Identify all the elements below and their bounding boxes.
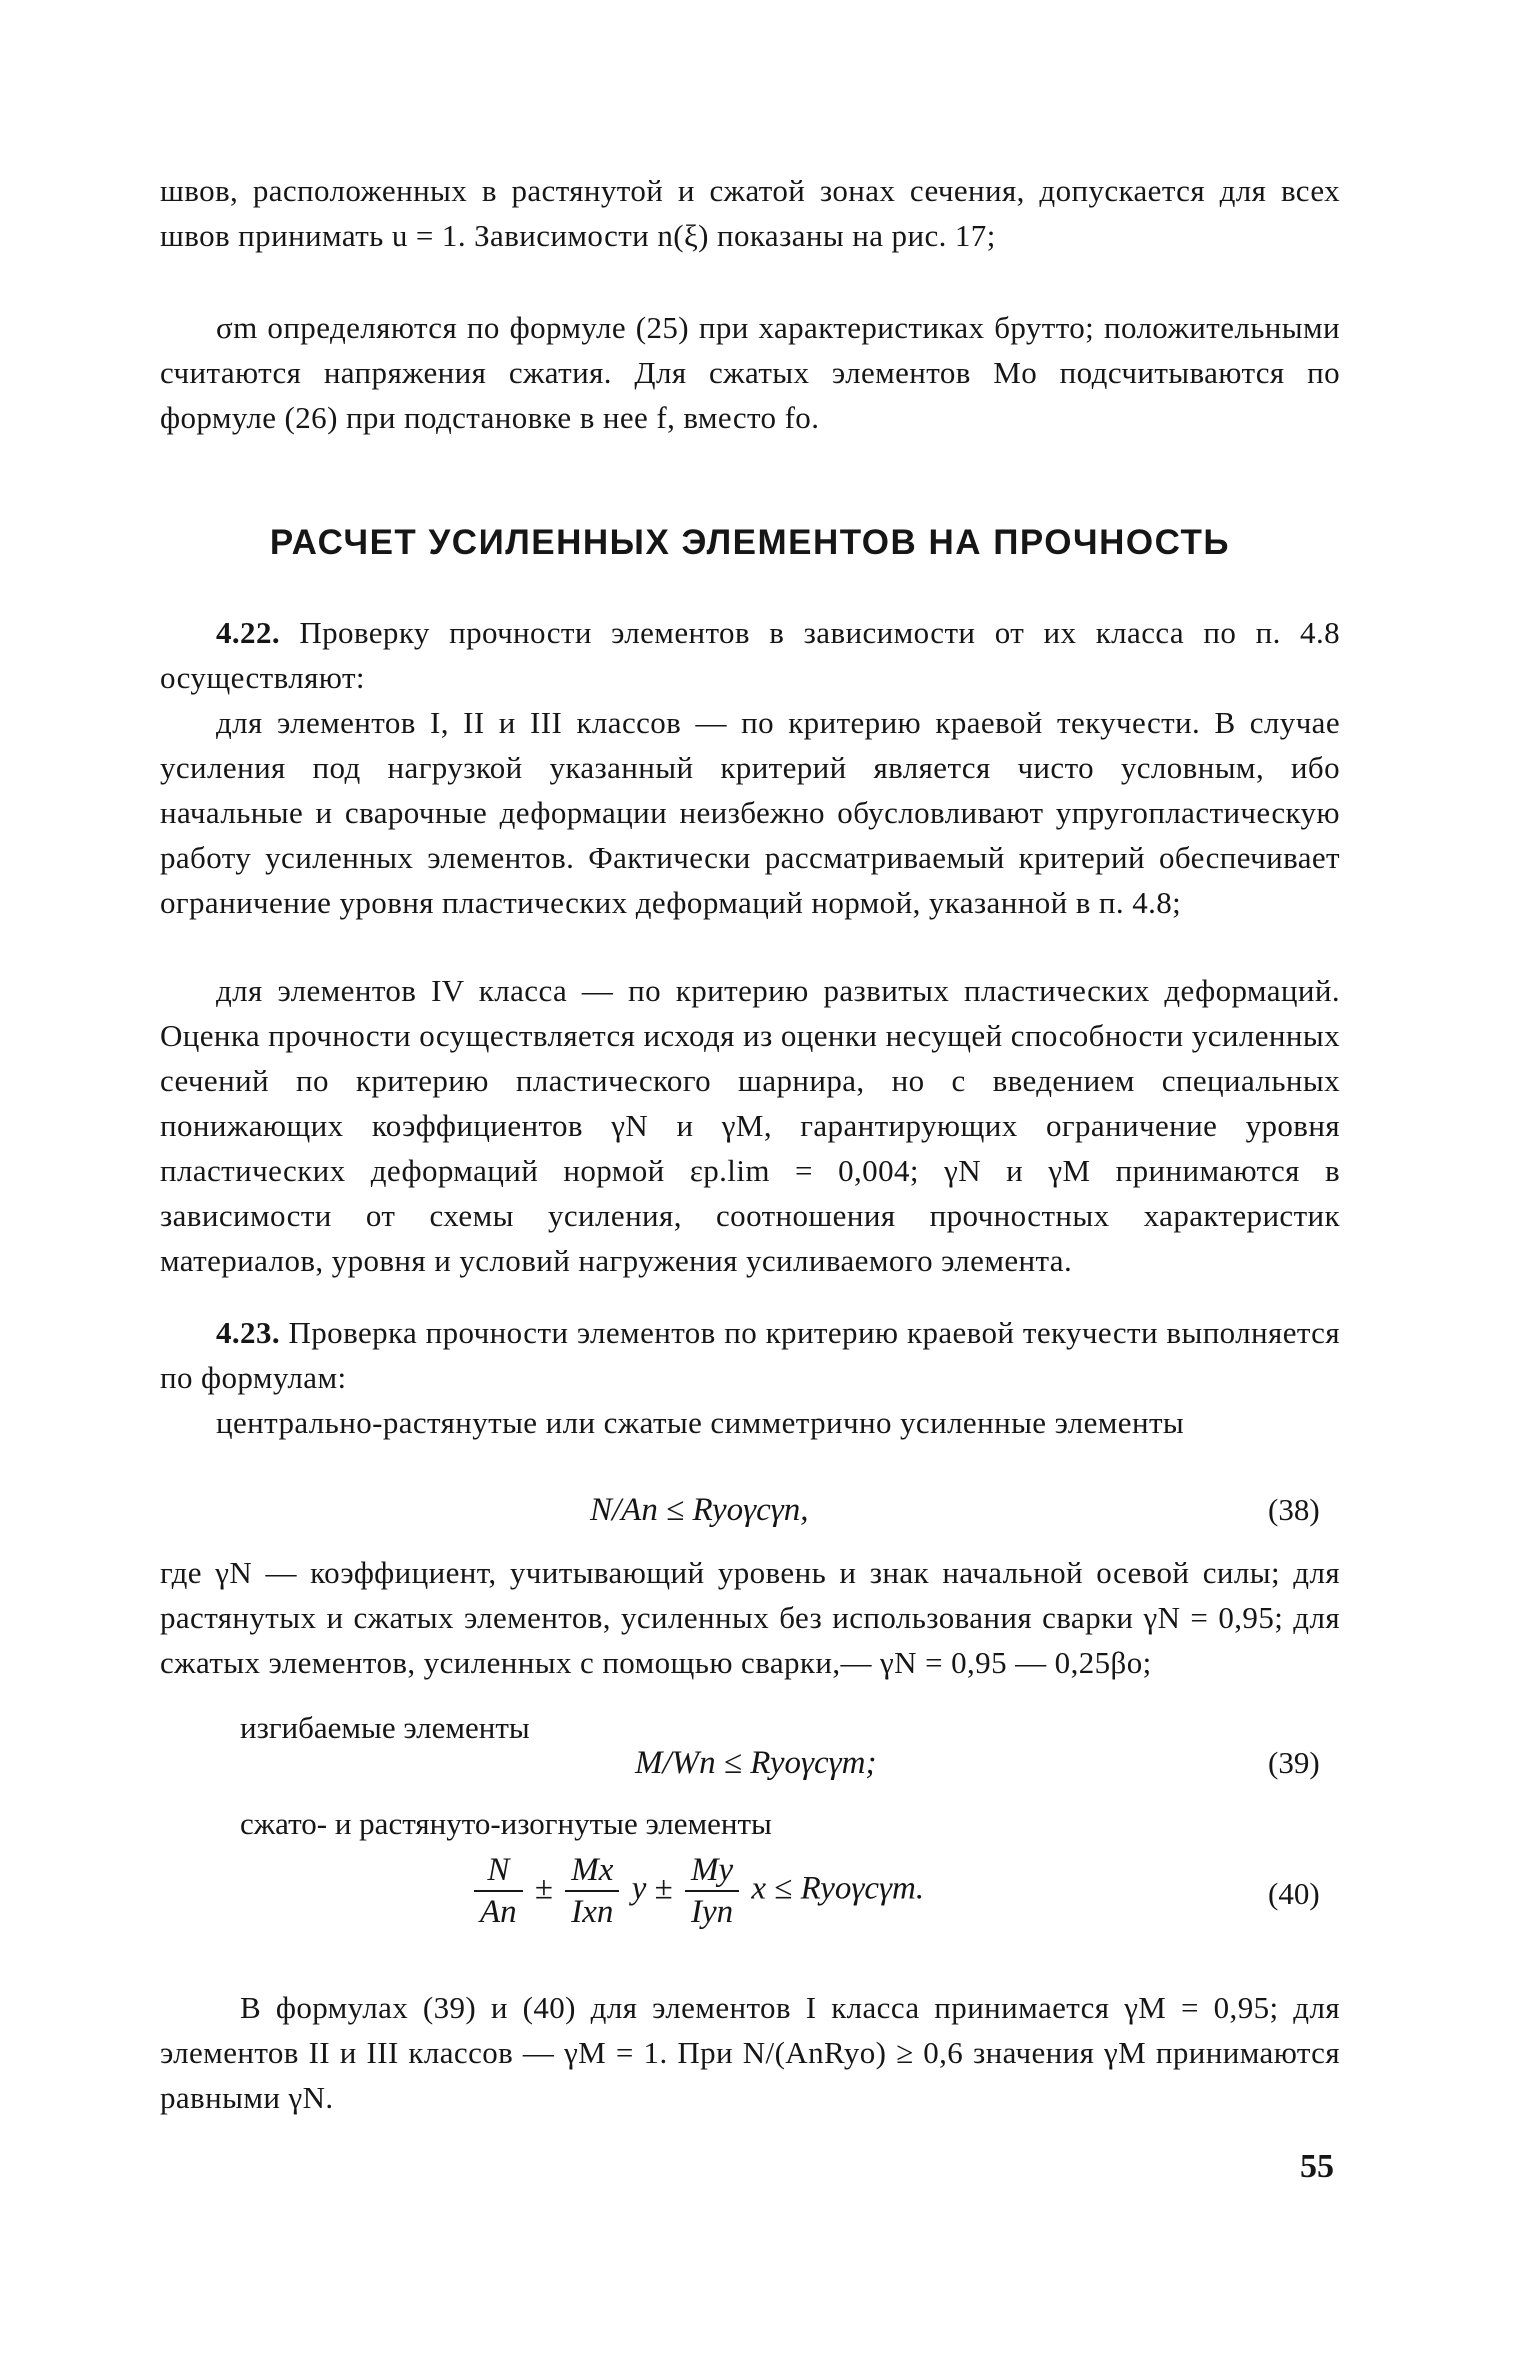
equation-number-38: (38) xyxy=(1268,1492,1320,1527)
paragraph-class-4: для элементов IV класса — по критерию развитых пластических деформаций. Оценка прочности осуществляется исходя из оценки несущей способности усиленных сечений по критерию пластического шарнира, но с введением специальных понижающих коэффициентов γN и γM, гарантирующих ограничение уровня пластических деформаций нормой εp.lim = 0,004; γN и γM принимаются в зависимости от схемы усиления, соотношения прочностных характеристик материалов, уровня и условий нагружения усиливаемого элемента. xyxy=(160,973,1340,1278)
fraction-n-an: $\frac{N}{An}$ xyxy=(474,1850,523,1932)
equation-number-39: (39) xyxy=(1268,1745,1320,1780)
label-compressed-tensile: сжато- и растянуто-изогнутые элементы xyxy=(240,1806,772,1841)
paragraph-sigma: σm определяются по формуле (25) при характеристиках брутто; положительными считаются напряжения сжатия. Для сжатых элементов Mo подсчитываются по формуле (26) при подстановке в нее f, вместо fo. xyxy=(160,310,1340,435)
section-heading: РАСЧЕТ УСИЛЕННЫХ ЭЛЕМЕНТОВ НА ПРОЧНОСТЬ xyxy=(269,523,1231,562)
equation-number-40: (40) xyxy=(1268,1876,1320,1911)
paragraph-classes-1-3: для элементов I, II и III классов — по критерию краевой текучести. В случае усиления под нагрузкой указанный критерий является чисто условным, ибо начальные и сварочные деформации неизбежно обусловливают упругопластическую работу усиленных элементов. Фактически рассматриваемый критерий обеспечивает ограничение уровня пластических деформаций нормой, указанной в п. 4.8; xyxy=(160,705,1340,920)
formula-39: M/Wn ≤ Ryoγcγm; xyxy=(635,1745,877,1781)
fraction-mx-ixn: $\frac{Mx}{\text{Ixn}}$ xyxy=(565,1850,619,1932)
paragraph-4-23 xyxy=(160,1310,1340,1400)
clause-number: 4.22. xyxy=(216,615,280,650)
formula-rhs: Ryoγcγm. xyxy=(800,1870,925,1907)
clause-text: Проверка прочности элементов по критерию краевой текучести выполняется по формулам: xyxy=(160,1315,1340,1395)
formula-40 xyxy=(470,1850,924,1932)
fraction-my-iyn: $\frac{My}{\text{Iyn}}$ xyxy=(685,1850,739,1932)
less-equal-sign: ≤ xyxy=(774,1870,793,1907)
paragraph-formulas-note: В формулах (39) и (40) для элементов I класса принимается γM = 0,95; для элементов II и III классов — γM = 1. При N/(AnRyo) ≥ 0,6 значения γM принимаются равными γN. xyxy=(160,1990,1340,2115)
variable-x: x xyxy=(751,1870,767,1907)
page-number: 55 xyxy=(1300,2148,1334,2185)
paragraph-welds: швов, расположенных в растянутой и сжатой зонах сечения, допускается для всех швов принимать u = 1. Зависимости n(ξ) показаны на рис. 17; xyxy=(160,173,1340,253)
formula-38: N/An ≤ Ryoγcγn, xyxy=(590,1492,809,1528)
plus-minus-sign: ± xyxy=(534,1870,554,1907)
clause-number: 4.23. xyxy=(216,1315,280,1350)
label-bending: изгибаемые элементы xyxy=(240,1710,530,1745)
clause-text: Проверку прочности элементов в зависимости от их класса по п. 4.8 осуществляют: xyxy=(160,615,1340,695)
paragraph-gamma-n: где γN — коэффициент, учитывающий уровень и знак начальной осевой силы; для растянутых и сжатых элементов, усиленных без использования сварки γN = 0,95; для сжатых элементов, усиленных с помощью сварки,— γN = 0,95 — 0,25βo; xyxy=(160,1555,1340,1680)
plus-minus-sign: ± xyxy=(654,1870,673,1907)
paragraph-4-22 xyxy=(160,610,1340,700)
variable-y: y xyxy=(631,1870,647,1907)
paragraph-central-tension: центрально-растянутые или сжатые симметрично усиленные элементы xyxy=(216,1405,1185,1440)
